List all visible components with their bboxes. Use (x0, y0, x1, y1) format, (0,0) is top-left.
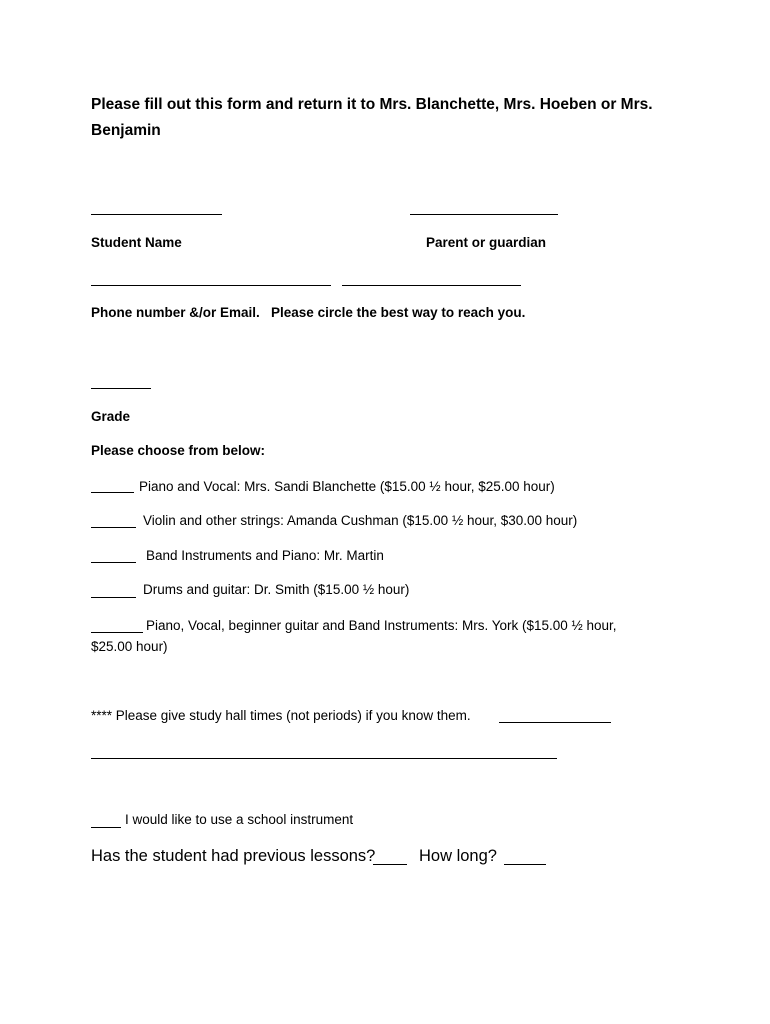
option-4-label: Drums and guitar: Dr. Smith ($15.00 ½ hour) (143, 582, 410, 597)
school-instrument-label: I would like to use a school instrument (125, 812, 354, 827)
phone-field[interactable] (91, 285, 331, 286)
grade-field[interactable] (91, 388, 151, 389)
parent-field[interactable] (410, 214, 558, 215)
student-name-label: Student Name (91, 235, 182, 250)
study-hall-label: **** Please give study hall times (not periods) if you know them. (91, 708, 471, 723)
student-name-field[interactable] (91, 214, 222, 215)
option-1-blank[interactable] (91, 492, 134, 493)
how-long-label: How long? (419, 847, 497, 865)
option-1-label: Piano and Vocal: Mrs. Sandi Blanchette ($15.00 ½ hour, $25.00 hour) (139, 479, 555, 494)
option-5-label (91, 615, 651, 657)
grade-label: Grade (91, 409, 131, 424)
option-5-text: Piano, Vocal, beginner guitar and Band Instruments: Mrs. York ($15.00 ½ hour, $25.00 hour) (91, 618, 617, 654)
option-3-blank[interactable] (91, 562, 136, 563)
option-2-blank[interactable] (91, 527, 136, 528)
study-hall-field-2[interactable] (91, 758, 557, 759)
choose-label: Please choose from below: (91, 443, 266, 458)
previous-lessons-label: Has the student had previous lessons? (91, 847, 376, 865)
school-instrument-blank[interactable] (91, 827, 121, 828)
parent-label: Parent or guardian (426, 235, 547, 250)
form-title: Please fill out this form and return it to Mrs. Blanchette, Mrs. Hoeben or Mrs. Benjamin (91, 96, 653, 139)
option-4-blank[interactable] (91, 597, 136, 598)
option-3-label: Band Instruments and Piano: Mr. Martin (146, 548, 384, 563)
email-field[interactable] (342, 285, 521, 286)
study-hall-field[interactable] (499, 722, 611, 723)
option-2-label: Violin and other strings: Amanda Cushman ($15.00 ½ hour, $30.00 hour) (143, 513, 578, 528)
previous-lessons-field[interactable] (373, 864, 407, 865)
how-long-field[interactable] (504, 864, 546, 865)
contact-label: Phone number &/or Email. Please circle the best way to reach you. (91, 305, 526, 320)
